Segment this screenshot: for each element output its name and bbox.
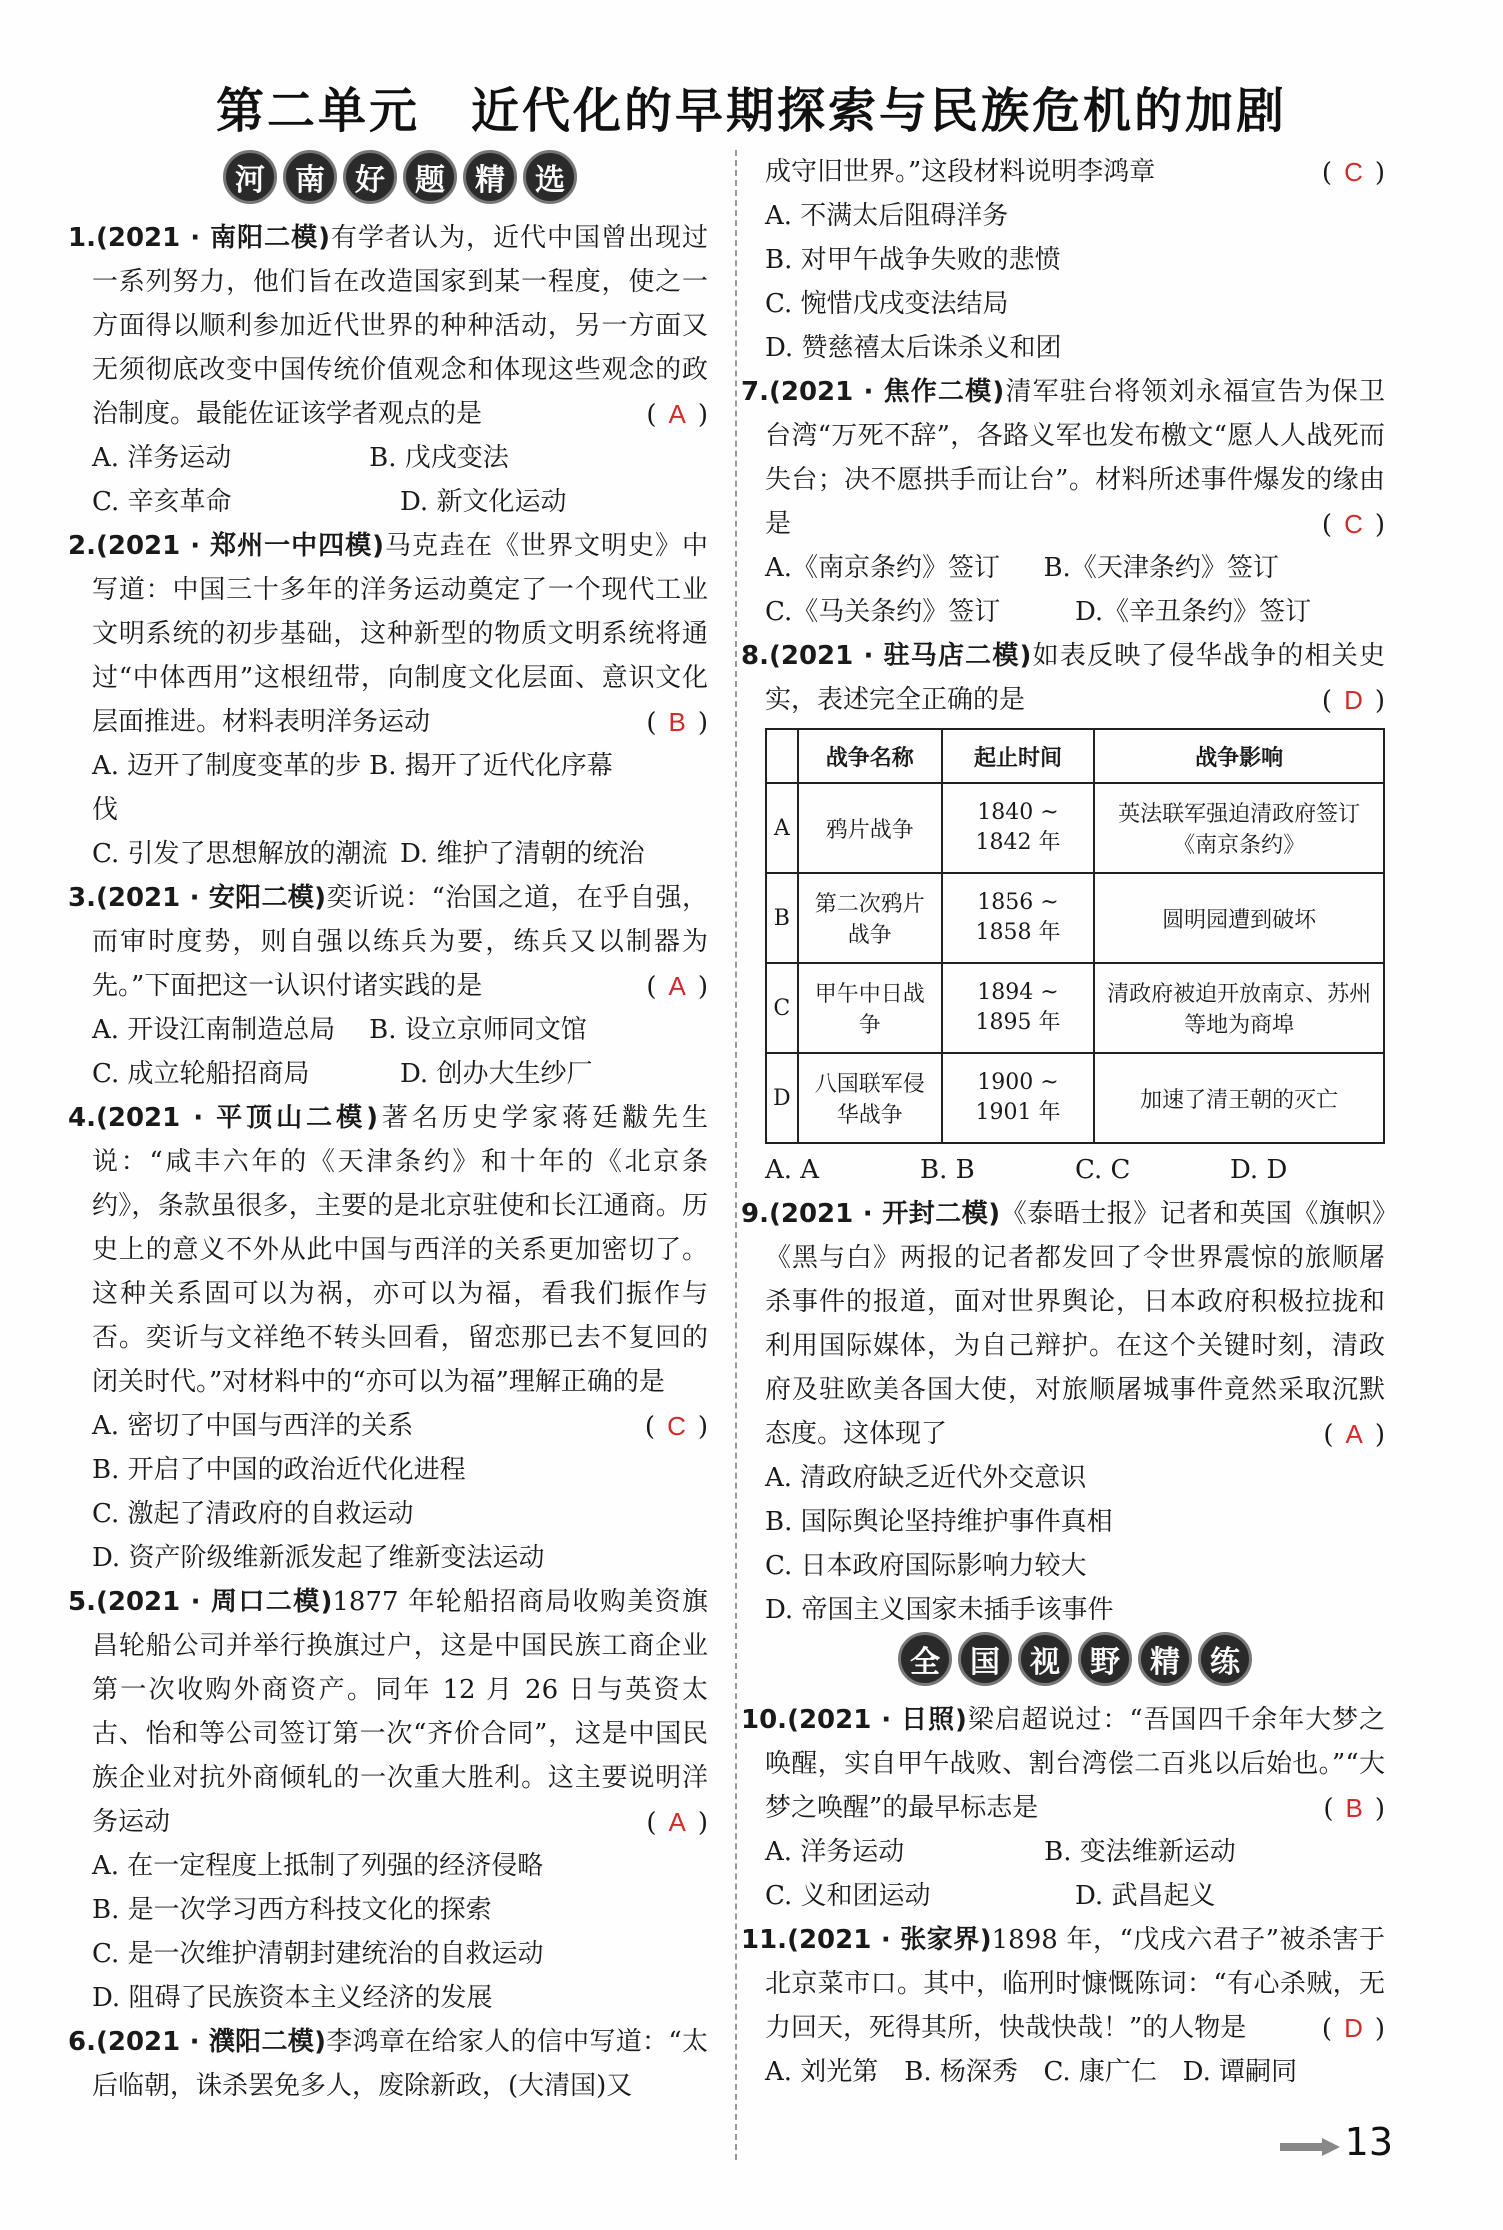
option-c: C. 是一次维护清朝封建统治的自救运动 [92,1939,544,1969]
option-c: C. 康广仁 [1043,2057,1157,2087]
column-divider [735,150,737,2160]
badge-char: 全 [898,1632,952,1686]
question-number: 4. [68,1103,96,1133]
question-6-continued: 成守旧世界。”这段材料说明李鸿章 ( C ) [765,157,1385,188]
question-number: 8. [741,641,769,671]
option-d: D. 资产阶级维新派发起了维新变法运动 [92,1543,545,1573]
table-cell: 鸦片战争 [798,783,942,873]
option-c: C. 激起了清政府的自救运动 [92,1499,414,1529]
options [765,1830,1323,1874]
question-text: 奕䜣说：“治国之道，在乎自强，而审时度势，则自强以练兵为要，练兵又以制器为先。”下面把这一认识付诸实践的是 [92,883,708,1001]
option-c: C. 引发了思想解放的潮流 [92,839,388,869]
question-text: 如表反映了侵华战争的相关史实，表述完全正确的是 [765,641,1385,715]
question-source: (2021 · 平顶山二模) [95,1103,379,1133]
option-d: D. 武昌起义 [1075,1881,1216,1911]
table-cell: 圆明园遭到破坏 [1094,873,1384,963]
table-cell: 甲午中日战争 [798,963,942,1053]
answer: D [1344,685,1363,715]
table-row [766,783,1384,873]
option-a: A. 洋务运动 [92,443,232,473]
table-cell: 清政府被迫开放南京、苏州等地为商埠 [1094,963,1384,1053]
answer: A [668,971,686,1001]
question-text: 1877 年轮船招商局收购美资旗昌轮船公司并举行换旗过户，这是中国民族工商企业第一次收购外商资产。同年 12 月 26 日与英资太古、怡和等公司签订第一次“齐价合同”，这是中国民族企业对抗外商倾轧的一次重大胜利。这主要说明洋务运动 [92,1587,708,1837]
table-cell: B [766,873,798,963]
option-d: D. 维护了清朝的统治 [400,839,645,869]
question-number: 3. [68,883,96,913]
question-3: 3.(2021 · 安阳二模)奕䜣说：“治国之道，在乎自强，而审时度势，则自强以练兵为要，练兵又以制器为先。”下面把这一认识付诸实践的是 ( A ) [92,876,708,1008]
option-a: A. 洋务运动 [765,1837,905,1867]
question-number: 5. [68,1587,96,1617]
table-header: 起止时间 [942,729,1094,783]
table-cell: 1840 ~ 1842 年 [942,783,1094,873]
table-cell: 第二次鸦片战争 [798,873,942,963]
options [765,1874,1385,1918]
option-d: D. 帝国主义国家未插手该事件 [765,1595,1114,1625]
left-column [68,150,708,2108]
question-number: 10. [741,1705,788,1735]
option-b: B. 戊戌变法 [369,443,509,473]
answer: C [667,1411,686,1441]
badge-char: 河 [223,150,277,204]
question-8: 8.(2021 · 驻马店二模)如表反映了侵华战争的相关史实，表述完全正确的是 ( D ) [765,634,1385,722]
options [92,436,646,480]
option-c: C. 义和团运动 [765,1881,931,1911]
option-b: B. 变法维新运动 [1044,1837,1236,1867]
page-title: 第二单元 近代化的早期探索与民族危机的加剧 [215,83,1287,139]
question-source: (2021 · 开封二模) [768,1199,1001,1229]
page-number: 13 [1344,2120,1393,2164]
badge-char: 练 [1198,1632,1252,1686]
question-source: (2021 · 南阳二模) [95,223,331,253]
answer: A [1345,1419,1363,1449]
question-1: 1.(2021 · 南阳二模)有学者认为，近代中国曾出现过一系列努力，他们旨在改造国家到某一程度，使之一方面得以顺利参加近代世界的种种活动，另一方面又无须彻底改变中国传统价值观念和体现这些观念的政治制度。最能佐证该学者观点的是 ( A ) [92,216,708,436]
question-source: (2021 · 郑州一中四模) [95,531,385,561]
options [92,832,708,876]
question-4: 4.(2021 · 平顶山二模)著名历史学家蒋廷黻先生说：“咸丰六年的《天津条约》和十年的《北京条约》，条款虽很多，主要的是北京驻使和长江通商。历史上的意义不外从此中国与西洋的关系更加密切了。这种关系固可以为祸，亦可以为福，看我们振作与否。奕䜣与文祥绝不转头回看，留恋那已去不复回的闭关时代。”对材料中的“亦可以为福”理解正确的是 ( C ) [92,1096,708,1404]
badge-char: 精 [463,150,517,204]
option-d: D. 谭嗣同 [1182,2057,1298,2087]
option-a: A. 密切了中国与西洋的关系 [92,1411,414,1441]
table-cell: 加速了清王朝的灭亡 [1094,1053,1384,1143]
question-6 [68,2020,708,2108]
table-cell: C [766,963,798,1053]
options [92,1052,708,1096]
arrow-right-icon [1280,2138,1340,2156]
option-a: A. 在一定程度上抵制了列强的经济侵略 [92,1851,544,1881]
question-source: (2021 · 张家界) [787,1925,992,1955]
question-number: 2. [68,531,96,561]
badge-char: 野 [1078,1632,1132,1686]
question-number: 11. [741,1925,788,1955]
option-b: B.《天津条约》签订 [1043,553,1279,583]
badge-char: 选 [523,150,577,204]
option-c: C. 辛亥革命 [92,487,232,517]
question-5: 5.(2021 · 周口二模)1877 年轮船招商局收购美资旗昌轮船公司并举行换旗过户，这是中国民族工商企业第一次收购外商资产。同年 12 月 26 日与英资太古、怡和等公司签订第一次“齐价合同”，这是中国民族企业对抗外商倾轧的一次重大胜利。这主要说明洋务运动 ( A ) [92,1580,708,1844]
section-badge-national [765,1632,1385,1694]
option-c: C. 成立轮船招商局 [92,1059,310,1089]
question-2: 2.(2021 · 郑州一中四模)马克垚在《世界文明史》中写道：中国三十多年的洋务运动奠定了一个现代工业文明系统的初步基础，这种新型的物质文明系统将通过“中体西用”这根纽带，向制度文化层面、意识文化层面推进。材料表明洋务运动 ( B ) [92,524,708,744]
options [765,590,1385,634]
question-text: 马克垚在《世界文明史》中写道：中国三十多年的洋务运动奠定了一个现代工业文明系统的初步基础，这种新型的物质文明系统将通过“中体西用”这根纽带，向制度文化层面、意识文化层面推进。材料表明洋务运动 [92,531,708,737]
options [92,480,708,524]
question-number: 6. [68,2027,96,2057]
options [765,1148,1385,1192]
question-source: (2021 · 安阳二模) [95,883,326,913]
question-text: 李鸿章在给家人的信中写道：“太后临朝，诛杀罢免多人，废除新政，(大清国)又 [92,2027,708,2101]
table-cell: 英法联军强迫清政府签订《南京条约》 [1094,783,1384,873]
question-source: (2021 · 驻马店二模) [768,641,1032,671]
section-badge-henan [92,150,708,212]
question-number: 9. [741,1199,769,1229]
option-b: B. 国际舆论坚持维护事件真相 [765,1507,1113,1537]
table-cell: 1856 ~ 1858 年 [942,873,1094,963]
question-9: 9.(2021 · 开封二模)《泰晤士报》记者和英国《旗帜》《黑与白》两报的记者都发回了令世界震惊的旅顺屠杀事件的报道，面对世界舆论，日本政府积极拉拢和利用国际媒体，为自己辩护。在这个关键时刻，清政府及驻欧美各国大使，对旅顺屠城事件竟然采取沉默态度。这体现了 ( A ) [765,1192,1385,1456]
option-a: A. 不满太后阻碍洋务 [765,201,1009,231]
answer: A [668,1807,686,1837]
options [92,1008,646,1052]
option-b: B. 对甲午战争失败的悲愤 [765,245,1061,275]
table-header: 战争名称 [798,729,942,783]
option-a: A. 迈开了制度变革的步伐 [92,751,362,825]
options [765,546,1322,590]
question-7: 7.(2021 · 焦作二模)清军驻台将领刘永福宣告为保卫台湾“万死不辞”，各路义军也发布檄文“愿人人战死而失台；决不愿拱手而让台”。材料所述事件爆发的缘由是 ( C ) [765,370,1385,546]
option-b: B. B [920,1155,975,1185]
question-text: 清军驻台将领刘永福宣告为保卫台湾“万死不辞”，各路义军也发布檄文“愿人人战死而失台；决不愿拱手而让台”。材料所述事件爆发的缘由是 [765,377,1385,539]
option-d: D. 创办大生纱厂 [400,1059,593,1089]
question-number: 7. [741,377,769,407]
question-text: 1898 年，“戊戌六君子”被杀害于北京菜市口。其中，临刑时慷慨陈词：“有心杀贼，无力回天，死得其所，快哉快哉！”的人物是 [765,1925,1385,2043]
table-row [766,1053,1384,1143]
question-source: (2021 · 濮阳二模) [95,2027,326,2057]
question-source: (2021 · 日照) [787,1705,967,1735]
table-header [766,729,798,783]
options [765,2050,1322,2094]
badge-char: 南 [283,150,337,204]
option-c: C. 日本政府国际影响力较大 [765,1551,1087,1581]
option-a: A.《南京条约》签订 [765,553,1001,583]
table-cell: 1894 ~ 1895 年 [942,963,1094,1053]
answer: B [1345,1793,1363,1823]
question-number: 1. [68,223,96,253]
table-header-row [766,729,1384,783]
table-cell: 1900 ~ 1901 年 [942,1053,1094,1143]
option-b: B. 设立京师同文馆 [369,1015,587,1045]
badge-char: 好 [343,150,397,204]
question-source: (2021 · 焦作二模) [768,377,1005,407]
table-row [766,873,1384,963]
option-a: A. 开设江南制造总局 [92,1015,336,1045]
option-d: D. 阻碍了民族资本主义经济的发展 [92,1983,493,2013]
option-b: B. 杨深秀 [904,2057,1018,2087]
question-text: 梁启超说过：“吾国四千余年大梦之唤醒，实自甲午战败、割台湾偿二百兆以后始也。”“大梦之唤醒”的最早标志是 [765,1705,1385,1823]
option-c: C. C [1075,1155,1131,1185]
table-cell: 八国联军侵华战争 [798,1053,942,1143]
option-b: B. 揭开了近代化序幕 [369,751,613,781]
answer: A [668,399,686,429]
question-text: 《泰晤士报》记者和英国《旗帜》《黑与白》两报的记者都发回了令世界震惊的旅顺屠杀事件的报道，面对世界舆论，日本政府积极拉拢和利用国际媒体，为自己辩护。在这个关键时刻，清政府及驻欧美各国大使，对旅顺屠城事件竟然采取沉默态度。这体现了 [765,1199,1385,1449]
option-c: C.《马关条约》签订 [765,597,1001,627]
option-d: D. D [1230,1155,1288,1185]
answer: C [1344,157,1363,187]
badge-char: 国 [958,1632,1012,1686]
option-d: D. 新文化运动 [400,487,567,517]
table-header: 战争影响 [1094,729,1384,783]
right-column [741,150,1385,2094]
question-text: 成守旧世界。”这段材料说明李鸿章 [765,157,1156,187]
badge-char: 精 [1138,1632,1192,1686]
option-a: A. 刘光第 [765,2057,879,2087]
options [92,744,646,832]
option-d: D.《辛丑条约》签订 [1075,597,1312,627]
option-a: A. 清政府缺乏近代外交意识 [765,1463,1087,1493]
answer: C [1344,509,1363,539]
badge-char: 视 [1018,1632,1072,1686]
option-a: A. A [765,1155,820,1185]
table-cell: D [766,1053,798,1143]
option-d: D. 赞慈禧太后诛杀义和团 [765,333,1062,363]
table-cell: A [766,783,798,873]
question-text: 有学者认为，近代中国曾出现过一系列努力，他们旨在改造国家到某一程度，使之一方面得以顺利参加近代世界的种种活动，另一方面又无须彻底改变中国传统价值观念和体现这些观念的政治制度。最能佐证该学者观点的是 [92,223,708,429]
table-row [766,963,1384,1053]
badge-char: 题 [403,150,457,204]
question-11: 11.(2021 · 张家界)1898 年，“戊戌六君子”被杀害于北京菜市口。其中，临刑时慷慨陈词：“有心杀贼，无力回天，死得其所，快哉快哉！”的人物是 ( D ) [765,1918,1385,2050]
answer: D [1344,2013,1363,2043]
question-10: 10.(2021 · 日照)梁启超说过：“吾国四千余年大梦之唤醒，实自甲午战败、割台湾偿二百兆以后始也。”“大梦之唤醒”的最早标志是 ( B ) [765,1698,1385,1830]
history-table [765,728,1385,1144]
answer: B [668,707,686,737]
option-c: C. 惋惜戊戌变法结局 [765,289,1009,319]
option-b: B. 开启了中国的政治近代化进程 [92,1455,466,1485]
question-text: 著名历史学家蒋廷黻先生说：“咸丰六年的《天津条约》和十年的《北京条约》，条款虽很多，主要的是北京驻使和长江通商。历史上的意义不外从此中国与西洋的关系更加密切了。这种关系固可以为祸，亦可以为福，看我们振作与否。奕䜣与文祥绝不转头回看，留恋那已去不复回的闭关时代。”对材料中的“亦可以为福”理解正确的是 [92,1103,708,1397]
option-b: B. 是一次学习西方科技文化的探索 [92,1895,492,1925]
question-source: (2021 · 周口二模) [95,1587,333,1617]
